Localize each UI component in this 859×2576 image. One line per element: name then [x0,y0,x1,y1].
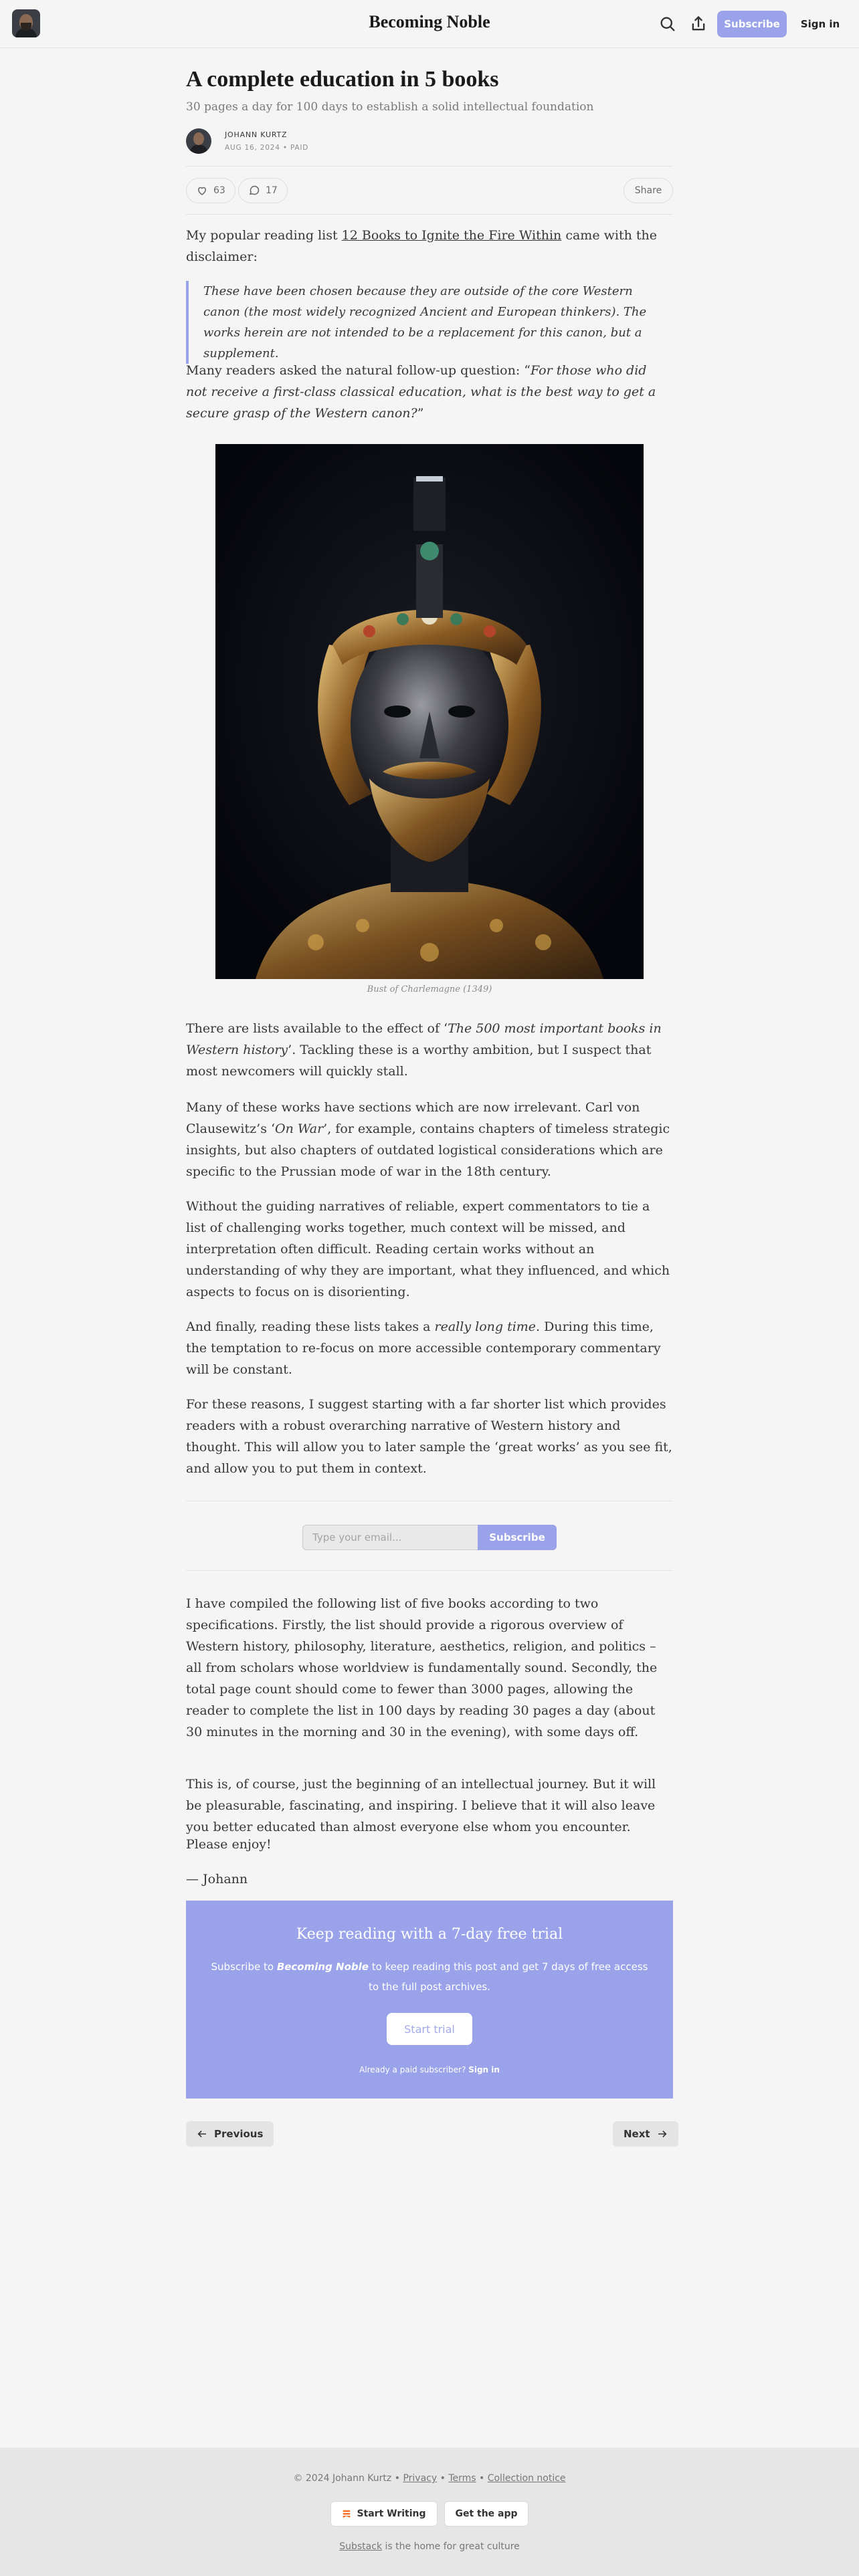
paywall-text: Subscribe to Becoming Noble to keep reading this post and get 7 days of free access to the full post archives. [211,1961,648,1993]
substack-icon [342,2509,351,2518]
comment-count: 17 [266,185,278,196]
paragraph: There are lists available to the effect of ‘The 500 most important books in Western history’. Tackling these is a worthy ambition, but I suspect that most newcomers will quickly stall. [186,1021,662,1079]
image-caption: Bust of Charlemagne (1349) [367,984,492,994]
arrow-left-icon [197,2129,207,2139]
heart-icon [196,185,208,197]
paragraph: For these reasons, I suggest starting with a far shorter list which provides readers with a robust overarching narrative of Western history and thought. This will allow you to later sample the ‘great works’ as you see fit, and allow you to put them in context. [186,1397,672,1476]
email-input[interactable]: Type your email... [302,1525,478,1550]
paragraph: This is, of course, just the beginning of an intellectual journey. But it will be pleasurable, fascinating, and inspiring. I believe that it will also leave you better educated than almost everyone else whom you encounter. [186,1777,656,1834]
privacy-link[interactable]: Privacy [403,2473,438,2484]
signature: — Johann [186,1872,248,1887]
paragraph: And finally, reading these lists takes a really long time. During this time, the temptation to re-focus on more accessible contemporary commentary will be constant. [186,1319,661,1377]
next-post-button[interactable]: Next [613,2121,678,2147]
paragraph: My popular reading list 12 Books to Ignite the Fire Within came with the disclaimer: [186,228,657,264]
email-subscribe-button[interactable]: Subscribe [478,1525,557,1550]
divider [186,166,673,167]
paragraph: I have compiled the following list of five books according to two specifications. Firstly, the list should provide a rigorous overview of Western history, philosophy, literature, aesthetics, religion, and politics – all from scholars whose worldview is fundamentally sound. Secondly, the total page count should come to fewer than 3000 pages, allowing the reader to complete the list in 100 days by reading 30 pages a day (about 30 minutes in the morning and 30 in the evening), with some days off. [186,1596,658,1739]
charlemagne-bust-image[interactable] [215,444,644,979]
divider [186,1570,673,1571]
divider [186,214,673,215]
paragraph: Without the guiding narratives of reliable, expert commentators to tie a list of challenging works together, much context will be missed, and interpretation often difficult. Reading certain works without an understanding of why they are important, what they influenced, and which aspects to focus on is disorienting. [186,1199,670,1299]
subscribe-button[interactable]: Subscribe [717,11,787,37]
paywall-title: Keep reading with a 7-day free trial [296,1926,563,1943]
post-date: AUG 16, 2024 • PAID [225,144,309,152]
comment-button[interactable] [238,178,288,203]
post-title: A complete education in 5 books [186,67,499,92]
blockquote: These have been chosen because they are outside of the core Western canon (the most widely recognized Ancient and European thinkers). The works herein are not intended to be a replacement for this canon, but a supplement. [186,281,673,364]
paragraph: Please enjoy! [186,1837,272,1852]
site-title[interactable]: Becoming Noble [369,12,490,31]
paywall-signin-prompt: Already a paid subscriber? Sign in [359,2065,500,2074]
previous-post-button[interactable]: Previous [186,2121,274,2147]
comment-icon [248,185,260,197]
paragraph: Many of these works have sections which are now irrelevant. Carl von Clausewitz’s ‘On War’, for example, contains chapters of timeless strategic insights, but also chapters of outdated logistical considerations which are specific to the Prussian mode of war in the 18th century. [186,1100,670,1179]
like-count: 63 [213,185,225,196]
share-icon[interactable] [689,15,708,33]
footer-links: © 2024 Johann Kurtz • Privacy • Terms • Collection notice [293,2473,566,2484]
author-avatar[interactable] [186,128,211,154]
paragraph: Many readers asked the natural follow-up question: “For those who did not receive a first-class classical education, what is the best way to get a secure grasp of the Western canon?” [186,363,656,421]
get-app-button[interactable]: Get the app [444,2501,529,2527]
search-icon[interactable] [658,15,677,33]
terms-link[interactable]: Terms [448,2473,476,2484]
author-name[interactable]: JOHANN KURTZ [225,130,288,139]
collection-notice-link[interactable]: Collection notice [487,2473,566,2484]
share-button[interactable]: Share [624,178,673,203]
paywall [186,1901,673,2099]
post-subtitle: 30 pages a day for 100 days to establish a solid intellectual foundation [186,100,594,114]
start-writing-button[interactable]: Start Writing [330,2501,438,2527]
sign-in-button[interactable]: Sign in [800,18,840,30]
arrow-right-icon [657,2129,668,2139]
footer-tagline: Substack is the home for great culture [339,2541,520,2552]
reading-list-link[interactable]: 12 Books to Ignite the Fire Within [341,228,562,243]
start-trial-button[interactable]: Start trial [387,2013,472,2045]
substack-link[interactable]: Substack [339,2541,383,2552]
like-button[interactable] [186,178,235,203]
paywall-sign-in-link[interactable]: Sign in [468,2065,500,2074]
top-bar [0,0,859,48]
